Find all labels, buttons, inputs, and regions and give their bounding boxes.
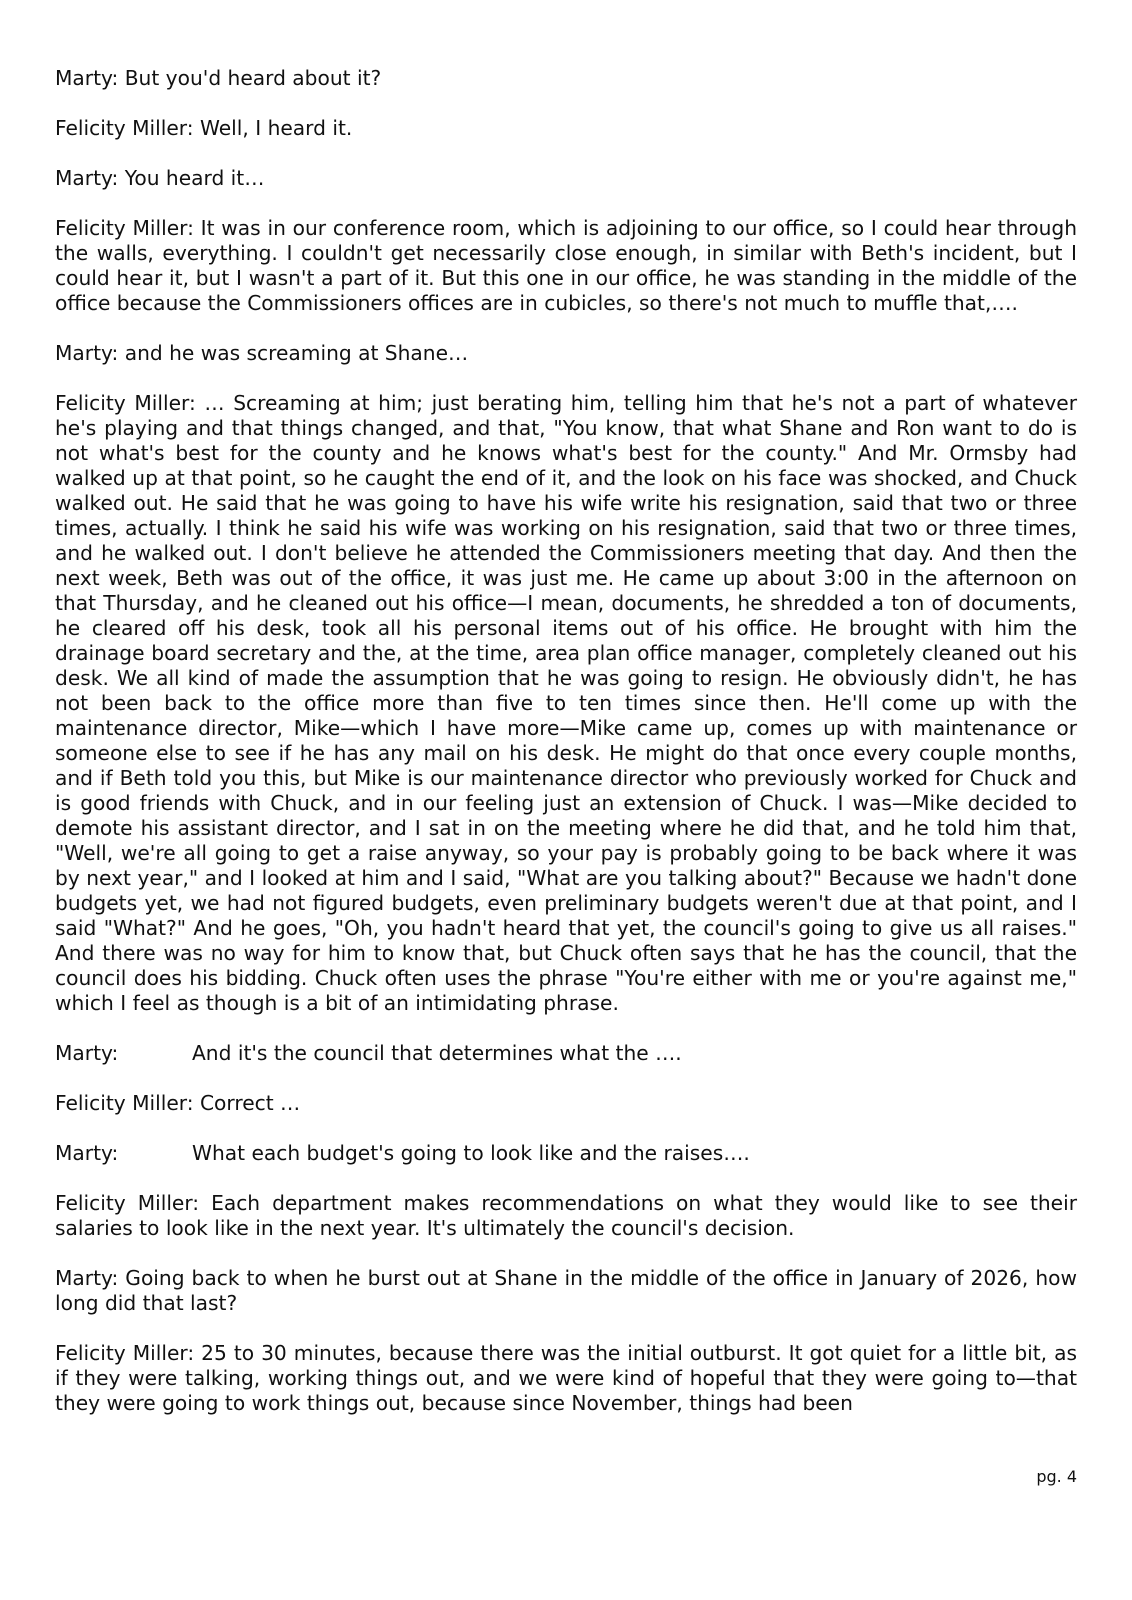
transcript-paragraph [55, 1141, 1077, 1166]
transcript-paragraph: Felicity Miller: 25 to 30 minutes, because there was the initial outburst. It got quiet for a little bit, as if they were talking, working things out, and we were kind of hopeful that they were going to—that they were going to work things out, because since November, things had been [55, 1341, 1077, 1415]
page-number: pg. 4 [1036, 1467, 1077, 1486]
transcript-paragraph: Felicity Miller: … Screaming at him; just berating him, telling him that he's not a part of whatever he's playing and that things changed, and that, "You know, that what Shane and Ron want to do is not what's best for the county and he knows what's best for the county." And Mr. Ormsby had walked up at that point, so he caught the end of it, and the look on his face was shocked, and Chuck walked out. He said that he was going to have his wife write his resignation, said that two or three times, actually. I think he said his wife was working on his resignation, said that two or three times, and he walked out. I don't believe he attended the Commissioners meeting that day. And then the next week, Beth was out of the office, it was just me. He came up about 3:00 in the afternoon on that Thursday, and he cleaned out his office—I mean, documents, he shredded a ton of documents, he cleared off his desk, took all his personal items out of his office. He brought with him the drainage board secretary and the, at the time, area plan office manager, completely cleaned out his desk. We all kind of made the assumption that he was going to resign. He obviously didn't, he has not been back to the office more than five to ten times since then. He'll come up with the maintenance director, Mike—which I have more—Mike came up, comes up with maintenance or someone else to see if he has any mail on his desk. He might do that once every couple months, and if Beth told you this, but Mike is our maintenance director who previously worked for Chuck and is good friends with Chuck, and in our feeling just an extension of Chuck. I was—Mike decided to demote his assistant director, and I sat in on the meeting where he did that, and he told him that, "Well, we're all going to get a raise anyway, so your pay is probably going to be back where it was by next year," and I looked at him and I said, "What are you talking about?" Because we hadn't done budgets yet, we had not figured budgets, even preliminary budgets weren't due at that point, and I said "What?" And he goes, "Oh, you hadn't heard that yet, the council's going to give us all raises." And there was no way for him to know that, but Chuck often says that he has the council, that the council does his bidding. Chuck often uses the phrase "You're either with me or you're against me," which I feel as though is a bit of an intimidating phrase. [55, 391, 1077, 1015]
transcript-paragraph: Marty: But you'd heard about it? [55, 66, 382, 90]
transcript-paragraph: Felicity Miller: Each department makes recommendations on what they would like to see their salaries to look like in the next year. It's ultimately the council's decision. [55, 1191, 1077, 1240]
speaker-label: Marty: [55, 1041, 119, 1065]
transcript-paragraph: Felicity Miller: Well, I heard it. [55, 116, 353, 140]
transcript-paragraph: Marty: and he was screaming at Shane… [55, 341, 469, 365]
speaker-label: Marty: [55, 1141, 119, 1165]
transcript-paragraph: Felicity Miller: Correct … [55, 1091, 301, 1115]
transcript-paragraph: Felicity Miller: It was in our conference room, which is adjoining to our office, so I could hear through the walls, everything. I couldn't get necessarily close enough, in similar with Beth's incident, but I could hear it, but I wasn't a part of it. But this one in our office, he was standing in the middle of the office because the Commissioners offices are in cubicles, so there's not much to muffle that,…. [55, 216, 1077, 315]
document-body [55, 66, 1077, 1441]
speech-text: And it's the council that determines what the …. [192, 1041, 682, 1065]
transcript-paragraph: Marty: You heard it… [55, 166, 265, 190]
transcript-paragraph: Marty: Going back to when he burst out at Shane in the middle of the office in January of 2026, how long did that last? [55, 1266, 1077, 1315]
speech-text: What each budget's going to look like and the raises…. [192, 1141, 750, 1165]
transcript-paragraph [55, 1041, 1077, 1066]
